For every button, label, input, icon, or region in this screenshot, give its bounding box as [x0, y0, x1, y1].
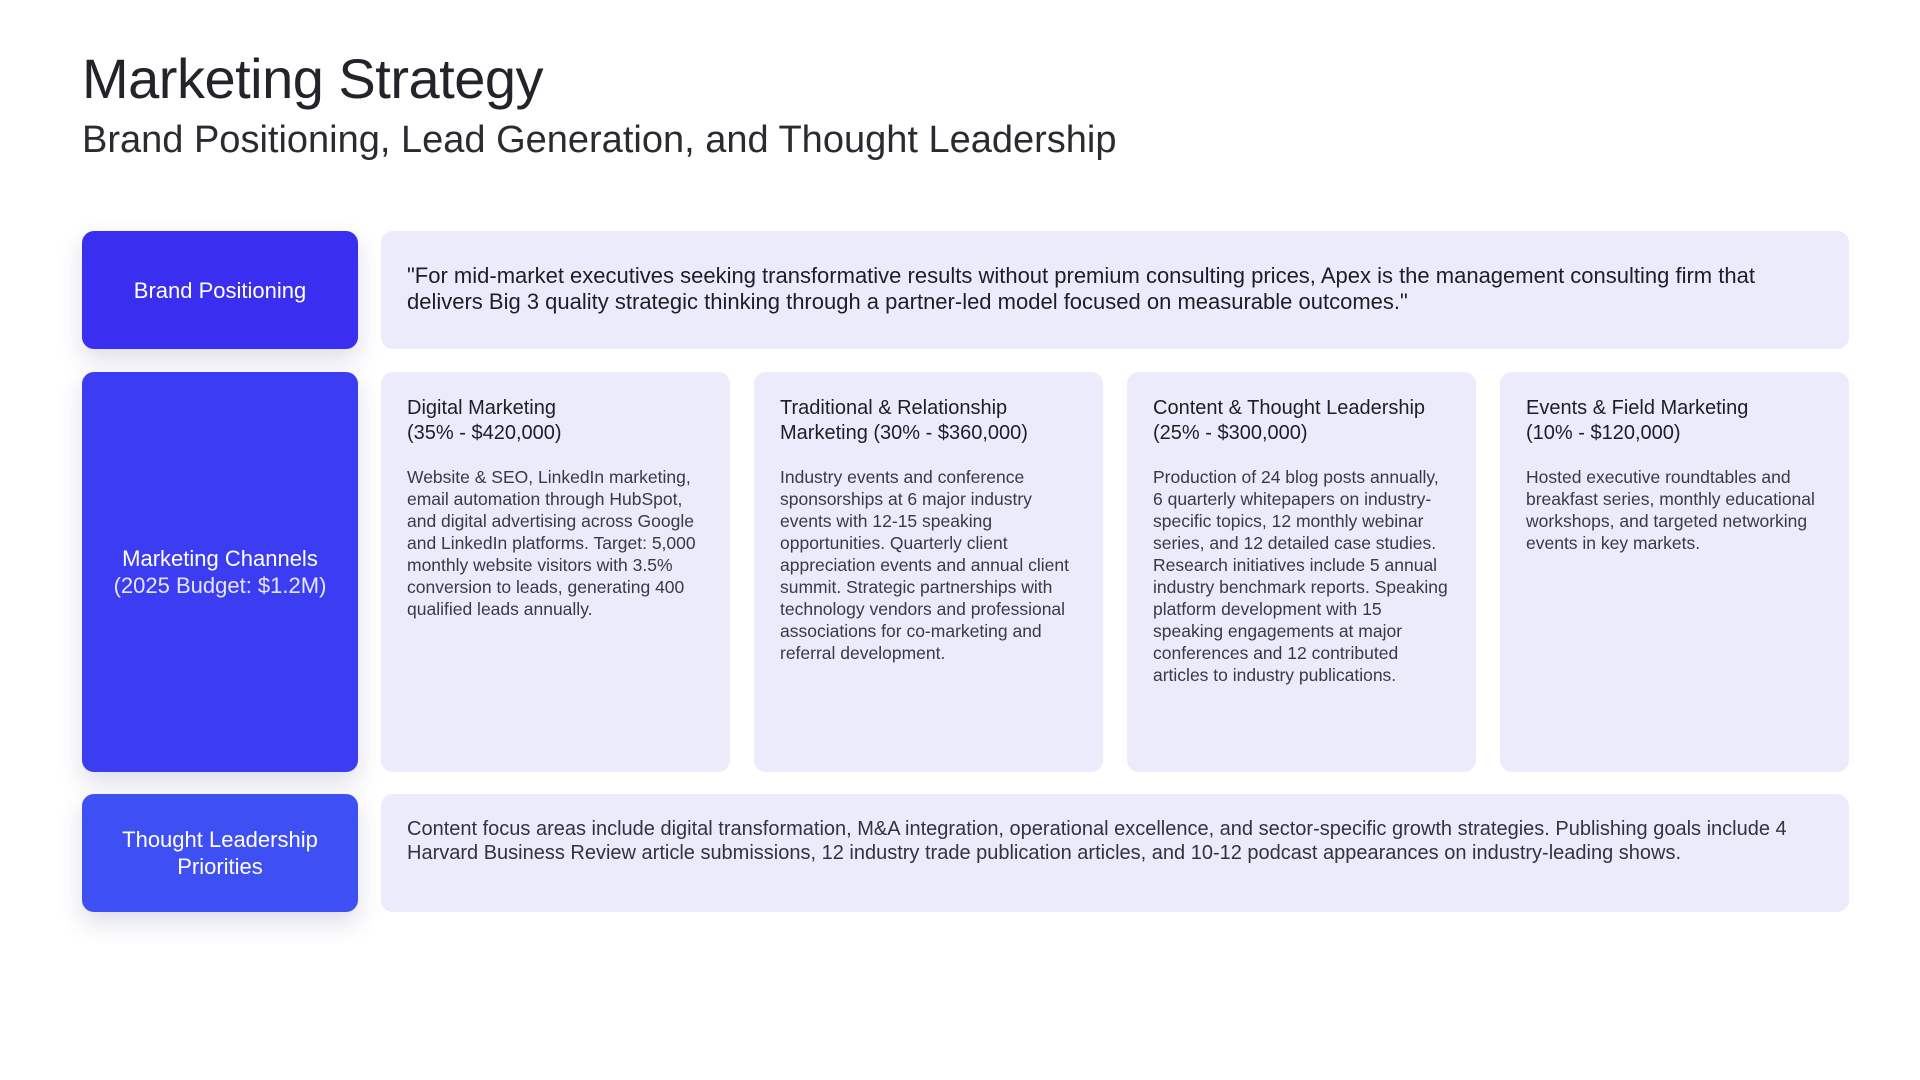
channel-title-budget: Marketing (30% - $360,000) — [780, 422, 1028, 444]
brand-positioning-label: Brand Positioning — [133, 277, 307, 303]
channel-title-line: Events & Field Marketing — [1526, 397, 1749, 419]
brand-positioning-statement: "For mid-market executives seeking transformative results without premium consulting prices, Apex is the management consulting firm that delivers Big 3 quality strategic thinking through a partner-led model focused on measurable outcomes." — [381, 231, 1849, 349]
channel-description: Production of 24 blog posts annually, 6 quarterly whitepapers on industry-specific topics, 12 monthly webinar series, and 12 detailed case studies. Research initiatives include 5 annual industry benchmark reports. Speaking platform development with 15 speaking engagements at major conferences and 12 contributed articles to industry publications. — [1153, 467, 1448, 685]
marketing-channels-budget: (2025 Budget: $1.2M) — [113, 573, 327, 598]
channel-title-line: Digital Marketing — [407, 397, 556, 419]
channel-title — [1526, 396, 1823, 446]
channel-card-content-thought-leadership — [1127, 372, 1476, 772]
channel-description: Hosted executive roundtables and breakfast series, monthly educational workshops, and targeted networking events in key markets. — [1526, 467, 1815, 553]
channel-title — [1153, 396, 1450, 446]
channel-title — [407, 396, 704, 446]
brand-positioning-label-box — [82, 231, 358, 349]
marketing-channels-label-box — [82, 372, 358, 772]
channel-description: Industry events and conference sponsorships at 6 major industry events with 12-15 speaking opportunities. Quarterly client appreciation events and annual client summit. Strategic partnerships with technology vendors and professional associations for co-marketing and referral development. — [780, 467, 1069, 663]
channel-title-budget: (25% - $300,000) — [1153, 422, 1308, 444]
channel-title-line: Traditional & Relationship — [780, 397, 1008, 419]
channel-card-traditional-relationship — [754, 372, 1103, 772]
channel-card-digital-marketing — [381, 372, 730, 772]
thought-leadership-label-box — [82, 794, 358, 912]
marketing-channels-label: Marketing Channels — [122, 546, 318, 571]
channel-title-budget: (10% - $120,000) — [1526, 422, 1681, 444]
page-title: Marketing Strategy — [82, 47, 543, 110]
thought-leadership-label: Thought Leadership Priorities — [122, 827, 318, 879]
page-subtitle: Brand Positioning, Lead Generation, and Thought Leadership — [82, 119, 1117, 161]
channel-title-line: Content & Thought Leadership — [1153, 397, 1426, 419]
channel-description: Website & SEO, LinkedIn marketing, email automation through HubSpot, and digital advertising across Google and LinkedIn platforms. Target: 5,000 monthly website visitors with 3.5% conversion to leads, generating 400 qualified leads annually. — [407, 467, 696, 619]
channel-title-budget: (35% - $420,000) — [407, 422, 562, 444]
thought-leadership-text: Content focus areas include digital transformation, M&A integration, operational excellence, and sector-specific growth strategies. Publishing goals include 4 Harvard Business Review article submissions, 12 industry trade publication articles, and 10-12 podcast appearances on industry-leading shows. — [381, 794, 1849, 912]
channel-card-events-field-marketing — [1500, 372, 1849, 772]
channel-title — [780, 396, 1077, 446]
